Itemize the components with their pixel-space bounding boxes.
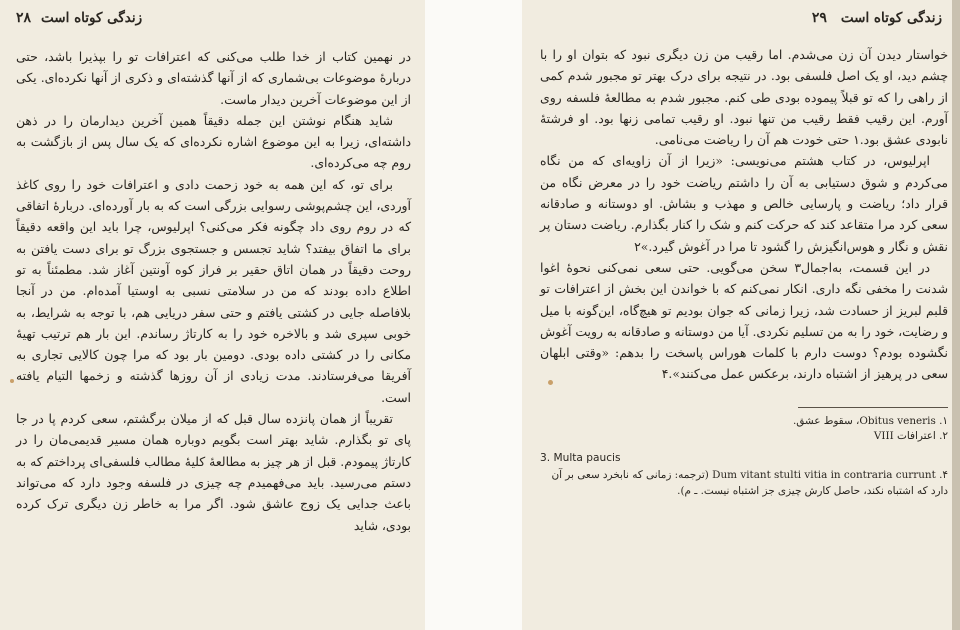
right-running-title: زندگی کوتاه است xyxy=(840,10,942,26)
paper-stain-mark xyxy=(548,380,553,385)
paragraph: در نهمین کتاب از خدا طلب می‌کنی که اعترافات تو را بپذیرا باشد، حتی دربارهٔ موضوعات بی‌شماری که از آنها گذشته‌ای و ذکری از آنها نکرده‌ای. یکی از این موضوعات آخرین دیدار ماست. xyxy=(16,49,411,107)
left-page-number: ۲۸ xyxy=(16,10,32,26)
footnote-3: 3. Multa paucis xyxy=(540,451,621,464)
footnote-1: ۱. Obitus veneris، سقوط عشق. xyxy=(792,414,948,427)
footnote-2: ۲. اعترافات VIII xyxy=(873,430,948,443)
right-page-body xyxy=(540,44,948,385)
left-page-body xyxy=(16,46,411,536)
paper-stain-mark xyxy=(10,379,14,383)
paragraph: خواستار دیدن آن زن می‌شدم. اما رقیب من زن دیگری نبود که بتوان او را با چشم دید، او یک اصل فلسفی بود. در نتیجه برای درک بهتر تو مجبور شدم کمی از راهی را که تو قبلاً پیموده بودی طی کنم. مجبور شدم به مطالعهٔ فلسفه روی آورم. این رقیب فقط رقیب من تنها نبود. او رقیب تمامی زنها بود. او فرشتهٔ نابودی عشق بود.۱ حتی خودت هم آن را ریاضت می‌نامی. xyxy=(540,47,948,148)
footnote-4: ۴. Dum vitant stulti vitia in contraria currunt (ترجمه: زمانی که نابخرد سعی بر آن دارد که اشتباه نکند، حاصل کارش چیزی جز اشتباه نیست. ـ م). xyxy=(551,469,948,497)
paragraph: برای تو، که این همه به خود زحمت دادی و اعترافات خود را روی کاغذ آوردی، این چشم‌پوشی رسوایی بزرگی است که به بار آورده‌ای. دربارهٔ اتفاقی که در روم روی داد چگونه فکر می‌کنی؟ اپرلیوس، چرا باید این واقعه دقیقاً برای ما اتفاق بیفتد؟ شاید تجسس و جستجوی بزرگ تو برای دست یافتن به روحت دقیقاً در همان اتاق حقیر بر فراز کوه آونتین آغاز شد. مطمئناً به تو اطلاع داده بودند که من در سلامتی نسبی به اوستیا آمده‌ام. من در آنجا بلافاصله جایی در کشتی یافتم و حتی سفر دریایی هم، با توجه به شرایط، به خوبی سپری شد و بالاخره خود را به کارتاژ رساندم. این بار هم ترتیب تهیهٔ مکانی را در کشتی داده بودی. دومین بار بود که مرا چون کالایی تجاری به آفریقا می‌فرستادند. مدت زیادی از آن روزها گذشته و زخمها التیام یافته است. xyxy=(16,176,411,405)
paragraph: اپرلیوس، در کتاب هشتم می‌نویسی: «زیرا از آن زاویه‌ای که من نگاه می‌کردم و شوق دستیابی به آن را داشتم ریاضت خود را در معرض نگاه من قرار داد؛ ریاضت و پارسایی خالص و مهذب و بشاش. او دوستانه و صادقانه سعی کرد مرا متقاعد کند که حرکت کنم و شک را کنار بگذارم. ریاضت دستان پر نقش و نگار و هوس‌انگیزش را گشود تا مرا در آغوش گیرد.»۲ xyxy=(540,153,948,254)
paragraph: شاید هنگام نوشتن این جمله دقیقاً همین آخرین دیدارمان را در ذهن داشته‌ای، زیرا به این موضوع اشاره نکرده‌ای که یک سال پس از بازگشت به روم چه می‌کرده‌ای. xyxy=(16,112,411,171)
paragraph: تقریباً از همان پانزده سال قبل که از میلان برگشتم، سعی کردم پا در جا پای تو بگذارم. شاید بهتر است بگویم دوباره همان مسیر قدیمی‌مان را در کارتاژ پیمودم. قبل از هر چیز به مطالعهٔ کلیهٔ مطالب فلسفی‌ای پرداختم که به دستم می‌رسید. باید می‌فهمیدم چه چیزی در فلسفه وجود دارد که می‌تواند باعث جدایی یک زوج عاشق شود. اگر مرا به خاطر زن دیگری ترک کرده بودی، شاید xyxy=(16,411,411,533)
right-page-number: ۲۹ xyxy=(811,10,827,26)
book-edge-shadow xyxy=(952,0,960,630)
paragraph: در این قسمت، به‌اجمال۳ سخن می‌گویی. حتی سعی نمی‌کنی نحوهٔ اغوا شدنت را مخفی نگه داری. انکار نمی‌کنم که با خواندن این بخش از اعترافات تو قلبم لبریز از حسادت شد، زیرا زمانی که جوان بودیم تو هیچ‌گاه، این‌گونه با میل و رضایت، خود را به من تسلیم نکردی. آیا من دوستانه و صادقانه به رویت آغوش نگشوده بودم؟ دوست دارم با کلمات هوراس پاسخت را بدهم: «وقتی ابلهان سعی در پرهیز از اشتباه دارند، برعکس عمل می‌کنند».۴ xyxy=(540,259,948,382)
left-page xyxy=(0,0,425,630)
right-page-header xyxy=(540,10,948,32)
left-running-title: زندگی کوتاه است xyxy=(41,10,143,26)
footnote-rule xyxy=(798,407,948,408)
footnotes xyxy=(540,414,948,500)
page-gutter xyxy=(425,0,522,630)
right-page xyxy=(522,0,960,630)
left-page-header xyxy=(16,10,411,32)
